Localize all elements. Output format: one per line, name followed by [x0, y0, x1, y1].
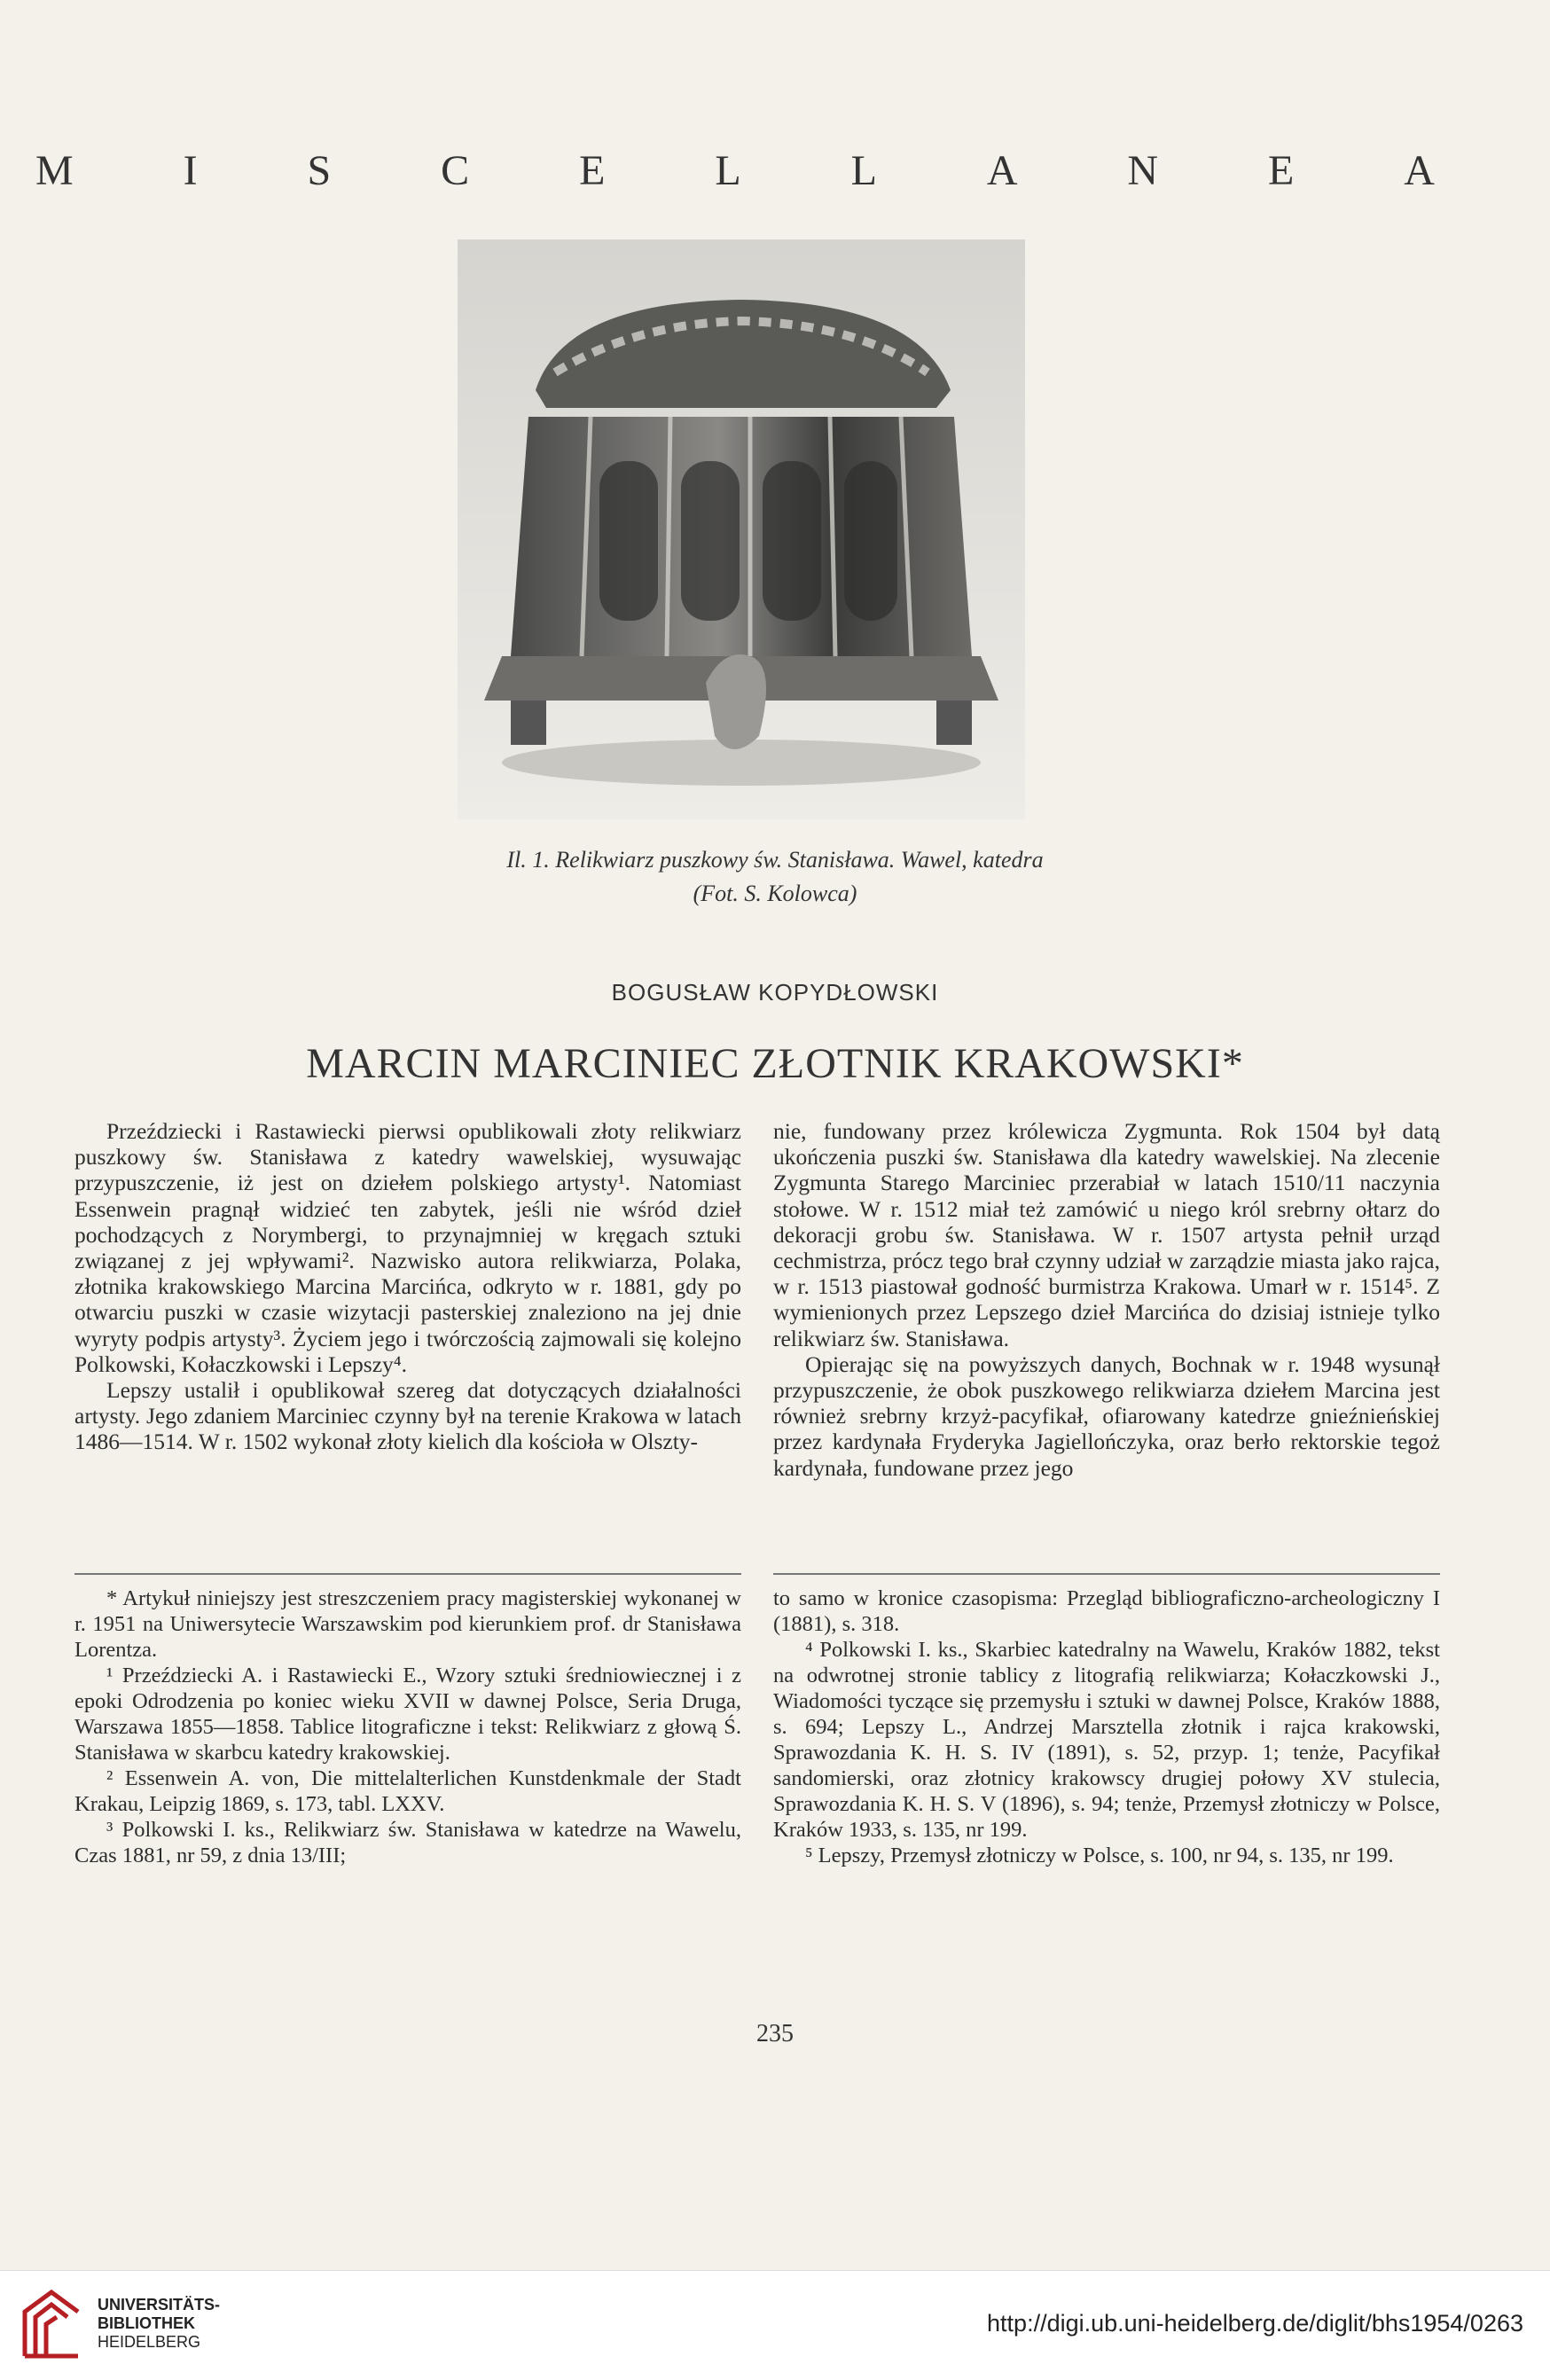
section-letter: I [183, 147, 200, 194]
section-title [35, 146, 1436, 195]
footnotes-right [773, 1585, 1440, 1868]
footnote: ¹ Przeździecki A. i Rastawiecki E., Wzory sztuki średniowiecznej i z epoki Odrodzenia po koniec wieku XVII w dawnej Polsce, Seria Druga, Warszawa 1855—1858. Tablice litograficzne i tekst: Relikwiarz z głową Ś. Stanisława w skarbcu katedry krakowskiej. [74, 1664, 741, 1765]
article-author: BOGUSŁAW KOPYDŁOWSKI [611, 979, 939, 1006]
paragraph: nie, fundowany przez królewicza Zygmunta. Rok 1504 był datą ukończenia puszki św. Stanisława dla katedry wawelskiej. Na zlecenie Zygmunta Starego Marciniec przerabiał w latach 1510/11 naczynia stołowe. W r. 1512 miał też zamówić u niego król srebrny ołtarz do dekoracji grobu św. Stanisława. W r. 1507 artysta pełnił urząd cechmistrza, prócz tego brał czynny udział w zarządzie miasta jako rajca, w r. 1513 piastował godność burmistrza Krakowa. Umarł w r. 1514⁵. Z wymienionych przez Lepszego dzieł Marcińca do dzisiaj istnieje tylko relikwiarz św. Stanisława. [773, 1118, 1440, 1351]
section-letter: N [1127, 147, 1161, 194]
body-column-left [74, 1118, 741, 1455]
section-letter: A [1404, 147, 1436, 194]
footnote: ² Essenwein A. von, Die mittelalterlichen Kunstdenkmale der Stadt Krakau, Leipzig 1869, s. 173, tabl. LXXV. [74, 1766, 741, 1816]
footnote: ⁵ Lepszy, Przemysł złotniczy w Polsce, s. 100, nr 94, s. 135, nr 199. [805, 1844, 1394, 1867]
paragraph: Lepszy ustalił i opublikował szereg dat dotyczących działalności artysty. Jego zdaniem Marciniec czynny był na terenie Krakowa w latach 1486—1514. W r. 1502 wykonał złoty kielich dla kościoła w Olszty- [74, 1377, 741, 1455]
library-name-line: UNIVERSITÄTS- [98, 2296, 221, 2313]
reliquary-photo [458, 239, 1025, 819]
paragraph: Przeździecki i Rastawiecki pierwsi opublikowali złoty relikwiarz puszkowy św. Stanisława z katedry wawelskiej, wysuwając przypuszczenie, iż jest on dziełem polskiego artysty¹. Natomiast Essenwein pragnął widzieć ten zabytek, jeśli nie wśród dzieł pochodzących z Norymbergi, to przynajmniej w kręgach sztuki związanej z jej wpływami². Nazwisko autora relikwiarza, Polaka, złotnika krakowskiego Marcina Marcińca, odkryto w r. 1881, gdy po otwarciu puszki w czasie wizytacji pasterskiej znaleziono na jej dnie wyryty podpis artysty³. Życiem jego i twórczością zajmowali się kolejno Polkowski, Kołaczkowski i Lepszy⁴. [74, 1118, 741, 1377]
section-letter: S [307, 147, 333, 194]
footnote: ⁴ Polkowski I. ks., Skarbiec katedralny na Wawelu, Kraków 1882, tekst na odwrotnej stronie tablicy z litografią relikwiarza; Kołaczkowski J., Wiadomości tyczące się przemysłu i sztuki w dawnej Polsce, Kraków 1888, s. 694; Lepszy L., Andrzej Marsztella złotnik i rajca krakowski, Sprawozdania K. H. S. IV (1891), s. 52, przyp. 1; tenże, Pacyfikał sandomierski, oraz złotnicy krakowscy drugiej połowy XV stulecia, Sprawozdania K. H. S. V (1896), s. 94; tenże, Przemysł złotniczy w Polsce, Kraków 1933, s. 135, nr 199. [773, 1638, 1440, 1842]
library-name-line: HEIDELBERG [98, 2333, 201, 2351]
section-letter: E [1268, 147, 1296, 194]
permalink-url[interactable]: http://digi.ub.uni-heidelberg.de/diglit/bhs1954/0263 [987, 2310, 1523, 2337]
footnote-divider [74, 1573, 741, 1575]
library-logo-icon[interactable] [16, 2285, 87, 2363]
section-letter: L [850, 147, 879, 194]
library-name-line: BIBLIOTHEK [98, 2314, 195, 2332]
library-name[interactable] [98, 2296, 220, 2352]
section-letter: L [715, 147, 743, 194]
body-column-right [773, 1118, 1440, 1481]
footnote-continuation: to samo w kronice czasopisma: Przegląd bibliograficzno-archeologiczny I (1881), s. 318. [773, 1586, 1440, 1636]
section-letter: E [579, 147, 607, 194]
section-letter: A [986, 147, 1020, 194]
article-title: MARCIN MARCINIEC ZŁOTNIK KRAKOWSKI* [306, 1040, 1244, 1087]
page-number: 235 [756, 2020, 794, 2047]
section-letter: M [35, 147, 75, 194]
section-letter: C [441, 147, 472, 194]
figure-caption: Il. 1. Relikwiarz puszkowy św. Stanisława. Wawel, katedra [506, 847, 1044, 873]
footnote-divider [773, 1573, 1440, 1575]
digitization-footer [0, 2270, 1550, 2380]
footnotes-left [74, 1585, 741, 1868]
paragraph: Opierając się na powyższych danych, Bochnak w r. 1948 wysunął przypuszczenie, że obok puszkowego relikwiarza dziełem Marcina jest również srebrny krzyż-pacyfikał, ofiarowany katedrze gnieźnieńskiej przez kardynała Fryderyka Jagiellończyka, oraz berło rektorskie tegoż kardynała, fundowane przez jego [773, 1350, 1440, 1481]
footnote: * Artykuł niniejszy jest streszczeniem pracy magisterskiej wykonanej w r. 1951 na Uniwersytecie Warszawskim pod kierunkiem prof. dr Stanisława Lorentza. [74, 1586, 741, 1662]
footnote: ³ Polkowski I. ks., Relikwiarz św. Stanisława w katedrze na Wawelu, Czas 1881, nr 59, z dnia 13/III; [74, 1818, 741, 1867]
figure-caption-credit: (Fot. S. Kolowca) [693, 881, 857, 906]
